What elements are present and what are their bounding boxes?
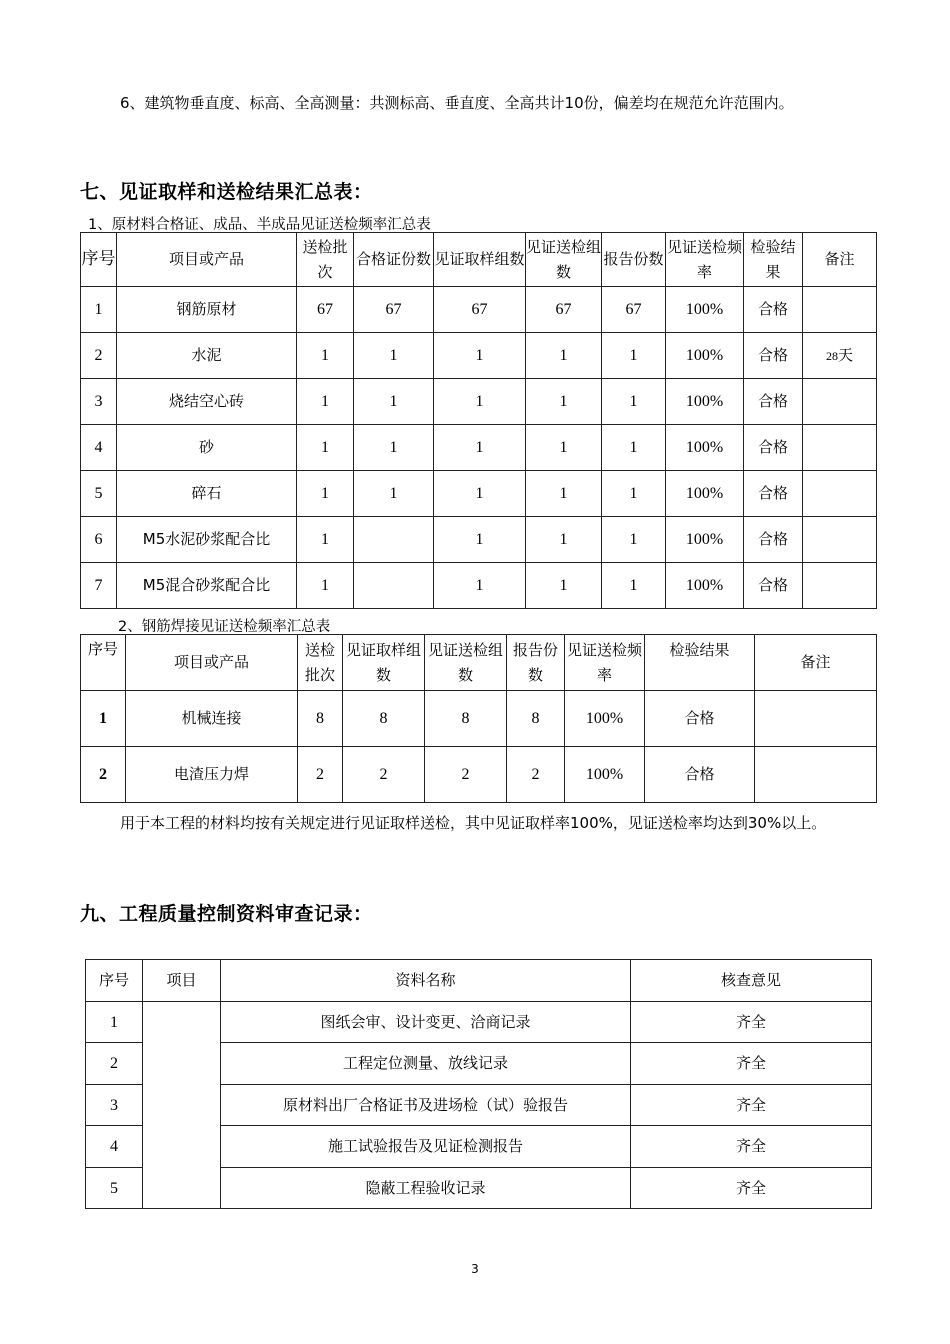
cell-batches: 1 [297, 563, 354, 609]
summary-paragraph: 用于本工程的材料均按有关规定进行见证取样送检，其中见证取样率100%，见证送检率均达到30%以上。 [120, 814, 827, 832]
cell-item: 水泥 [117, 333, 297, 379]
cell-sent: 1 [526, 517, 602, 563]
section-7-title: 七、见证取样和送检结果汇总表： [80, 181, 373, 203]
cell-report: 1 [602, 333, 666, 379]
cell-batches: 1 [297, 425, 354, 471]
cell-sample: 1 [434, 563, 526, 609]
section-9-title: 九、工程质量控制资料审查记录： [80, 903, 373, 925]
cell-report: 1 [602, 471, 666, 517]
header-no: 序号 [81, 233, 117, 287]
cell-opinion: 齐全 [631, 1002, 872, 1043]
cell-remark [803, 379, 877, 425]
table-header-row [86, 960, 872, 1002]
cell-item: 钢筋原材 [117, 287, 297, 333]
cell-sample: 67 [434, 287, 526, 333]
cell-sample: 1 [434, 425, 526, 471]
cell-remark [803, 471, 877, 517]
cell-report: 67 [602, 287, 666, 333]
cell-batches: 2 [298, 747, 343, 803]
cell-item: 烧结空心砖 [117, 379, 297, 425]
cell-opinion: 齐全 [631, 1168, 872, 1209]
cell-report: 8 [507, 691, 565, 747]
cell-report: 1 [602, 517, 666, 563]
remark-number: 28 [825, 348, 838, 363]
cell-rate: 100% [666, 379, 744, 425]
cell-sent: 8 [425, 691, 507, 747]
cell-remark [803, 425, 877, 471]
cell-sent: 1 [526, 425, 602, 471]
cell-result: 合格 [744, 471, 803, 517]
cell-document-name: 原材料出厂合格证书及进场检（试）验报告 [221, 1085, 631, 1126]
header-item: 项目或产品 [117, 233, 297, 287]
cell-item: M5水泥砂浆配合比 [117, 517, 297, 563]
cell-result: 合格 [744, 379, 803, 425]
cell-batches: 1 [297, 471, 354, 517]
cell-opinion: 齐全 [631, 1043, 872, 1085]
table-row [81, 517, 877, 563]
cell-no: 1 [81, 691, 126, 747]
cell-item: 机械连接 [126, 691, 298, 747]
header-remark: 备注 [755, 635, 877, 691]
cell-item: M5混合砂浆配合比 [117, 563, 297, 609]
cell-rate: 100% [565, 747, 645, 803]
cell-result: 合格 [744, 563, 803, 609]
cell-item: 碎石 [117, 471, 297, 517]
cell-cert [354, 517, 434, 563]
cell-cert [354, 563, 434, 609]
cell-no: 1 [81, 287, 117, 333]
table-row [81, 563, 877, 609]
cell-no: 2 [81, 747, 126, 803]
header-no: 序号 [81, 635, 126, 691]
cell-no: 2 [86, 1043, 143, 1085]
rebar-welding-table [80, 634, 877, 803]
header-cert: 合格证份数 [354, 233, 434, 287]
cell-report: 1 [602, 379, 666, 425]
header-document-name: 资料名称 [221, 960, 631, 1002]
header-sent: 见证送检组数 [526, 233, 602, 287]
cell-no: 4 [86, 1126, 143, 1168]
cell-batches: 67 [297, 287, 354, 333]
cell-batches: 1 [297, 517, 354, 563]
header-opinion: 核查意见 [631, 960, 872, 1002]
cell-project-merged [143, 1002, 221, 1209]
header-batches: 送检批次 [297, 233, 354, 287]
cell-document-name: 施工试验报告及见证检测报告 [221, 1126, 631, 1168]
cell-no: 3 [81, 379, 117, 425]
cell-rate: 100% [666, 517, 744, 563]
cell-batches: 1 [297, 379, 354, 425]
cell-no: 1 [86, 1002, 143, 1043]
cell-opinion: 齐全 [631, 1085, 872, 1126]
cell-sent: 67 [526, 287, 602, 333]
cell-report: 2 [507, 747, 565, 803]
cell-item: 砂 [117, 425, 297, 471]
cell-sample: 1 [434, 333, 526, 379]
header-remark: 备注 [803, 233, 877, 287]
quality-records-table [85, 959, 872, 1209]
cell-no: 4 [81, 425, 117, 471]
cell-no: 7 [81, 563, 117, 609]
cell-sample: 1 [434, 379, 526, 425]
cell-no: 6 [81, 517, 117, 563]
page-number: 3 [471, 1262, 479, 1276]
cell-no: 3 [86, 1085, 143, 1126]
table-row [81, 471, 877, 517]
cell-no: 5 [86, 1168, 143, 1209]
header-item: 项目或产品 [126, 635, 298, 691]
cell-result: 合格 [744, 333, 803, 379]
cell-sent: 1 [526, 563, 602, 609]
header-report: 报告份数 [507, 635, 565, 691]
cell-result: 合格 [744, 517, 803, 563]
table1-caption: 1、原材料合格证、成品、半成品见证送检频率汇总表 [88, 217, 431, 233]
cell-rate: 100% [565, 691, 645, 747]
cell-rate: 100% [666, 333, 744, 379]
table-row [81, 691, 877, 747]
table-row [81, 287, 877, 333]
table-row [81, 425, 877, 471]
cell-cert: 67 [354, 287, 434, 333]
table-header-row [81, 635, 877, 691]
cell-sent: 1 [526, 471, 602, 517]
cell-result: 合格 [645, 691, 755, 747]
cell-result: 合格 [744, 287, 803, 333]
header-sent: 见证送检组数 [425, 635, 507, 691]
cell-batches: 8 [298, 691, 343, 747]
cell-sample: 2 [343, 747, 425, 803]
cell-remark [755, 747, 877, 803]
cell-rate: 100% [666, 425, 744, 471]
cell-no: 5 [81, 471, 117, 517]
cell-opinion: 齐全 [631, 1126, 872, 1168]
table-row [81, 747, 877, 803]
table-row [81, 333, 877, 379]
cell-report: 1 [602, 563, 666, 609]
header-no: 序号 [86, 960, 143, 1002]
header-result: 检验结果 [645, 635, 755, 691]
cell-document-name: 图纸会审、设计变更、洽商记录 [221, 1002, 631, 1043]
cell-sample: 8 [343, 691, 425, 747]
header-batches: 送检批次 [298, 635, 343, 691]
header-rate: 见证送检频率 [565, 635, 645, 691]
header-rate: 见证送检频率 [666, 233, 744, 287]
cell-remark [803, 287, 877, 333]
cell-sent: 1 [526, 379, 602, 425]
table-row [81, 379, 877, 425]
cell-cert: 1 [354, 379, 434, 425]
cell-sample: 1 [434, 471, 526, 517]
cell-sent: 1 [526, 333, 602, 379]
intro-paragraph: 6、建筑物垂直度、标高、全高测量：共测标高、垂直度、全高共计10份，偏差均在规范允许范围内。 [120, 94, 794, 112]
table2-caption: 2、钢筋焊接见证送检频率汇总表 [118, 619, 331, 635]
cell-result: 合格 [645, 747, 755, 803]
cell-rate: 100% [666, 471, 744, 517]
cell-batches: 1 [297, 333, 354, 379]
cell-cert: 1 [354, 333, 434, 379]
cell-no: 2 [81, 333, 117, 379]
cell-remark [803, 563, 877, 609]
remark-unit: 天 [837, 345, 853, 364]
cell-remark [755, 691, 877, 747]
cell-document-name: 隐蔽工程验收记录 [221, 1168, 631, 1209]
table-row [86, 1002, 872, 1043]
cell-cert: 1 [354, 425, 434, 471]
cell-sent: 2 [425, 747, 507, 803]
header-report: 报告份数 [602, 233, 666, 287]
table-header-row [81, 233, 877, 287]
header-sample: 见证取样组数 [343, 635, 425, 691]
header-project: 项目 [143, 960, 221, 1002]
cell-rate: 100% [666, 287, 744, 333]
cell-item: 电渣压力焊 [126, 747, 298, 803]
cell-result: 合格 [744, 425, 803, 471]
header-result: 检验结果 [744, 233, 803, 287]
cell-document-name: 工程定位测量、放线记录 [221, 1043, 631, 1085]
cell-rate: 100% [666, 563, 744, 609]
cell-cert: 1 [354, 471, 434, 517]
material-witness-table [80, 232, 877, 609]
cell-sample: 1 [434, 517, 526, 563]
cell-report: 1 [602, 425, 666, 471]
cell-remark [803, 333, 877, 379]
header-sample: 见证取样组数 [434, 233, 526, 287]
cell-remark [803, 517, 877, 563]
